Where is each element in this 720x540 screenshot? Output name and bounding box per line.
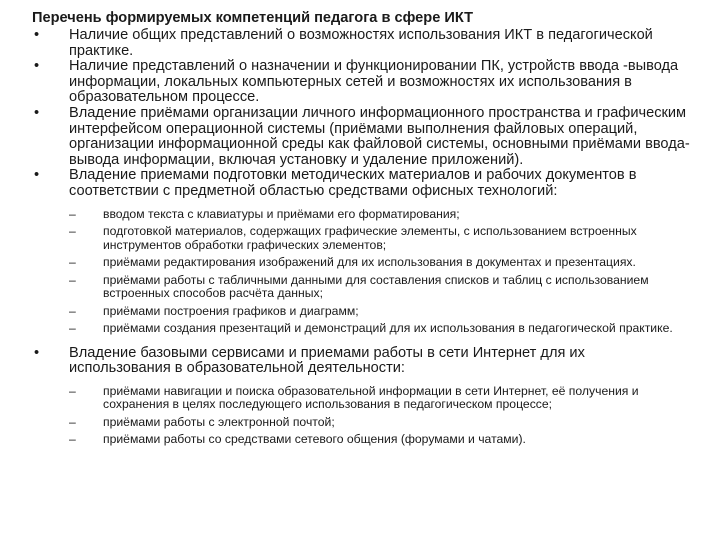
- sub-list-item: [69, 433, 690, 447]
- list-item-text: Владение приемами подготовки методических материалов и рабочих документов в соответствии с предметной областью средствами офисных технологий:: [69, 167, 637, 199]
- list-item-text: Владение приёмами организации личного информационного пространства и графическим интерфейсом операционной системы (приёмами выполнения файловых операций, организации информационной среды как файловой системы, основными приёмами ввода-вывода информации, включая установку и удаление приложений).: [69, 104, 690, 168]
- sub-list-item: [69, 208, 690, 222]
- sub-list-item-text: приёмами создания презентаций и демонстраций для их использования в педагогической практике.: [103, 321, 673, 336]
- dash-icon: –: [69, 303, 76, 318]
- sub-list-item-text: приёмами редактирования изображений для их использования в документах и презентациях.: [103, 255, 636, 270]
- bullet-icon: •: [34, 167, 40, 184]
- sub-list-item-text: приёмами работы с электронной почтой;: [103, 414, 335, 429]
- sub-list-item-text: подготовкой материалов, содержащих графические элементы, с использованием встроенных инструментов обработки графических элементов;: [103, 224, 637, 252]
- list-item: [32, 346, 690, 447]
- sub-list-item-text: приёмами работы с табличными данными для составления списков и таблиц с использованием встроенных способов расчёта данных;: [103, 272, 649, 301]
- dash-icon: –: [69, 432, 76, 447]
- list-item: [32, 28, 690, 59]
- sub-list-item: [69, 322, 690, 336]
- dash-icon: –: [69, 224, 76, 239]
- sub-list-item: [69, 416, 690, 430]
- sub-list-item: [69, 305, 690, 319]
- list-item: [32, 59, 690, 106]
- sub-list-item-text: приёмами навигации и поиска образовательной информации в сети Интернет, её получения и сохранения в целях последующего использования в педагогическом процессе;: [103, 383, 639, 412]
- list-item-text: Наличие общих представлений о возможностях использования ИКТ в педагогической практике.: [69, 27, 653, 59]
- competency-list: [32, 28, 690, 447]
- dash-icon: –: [69, 383, 76, 398]
- office-skills-sublist: [69, 208, 690, 336]
- internet-skills-sublist: [69, 385, 690, 447]
- sub-list-item-text: приёмами построения графиков и диаграмм;: [103, 303, 359, 318]
- dash-icon: –: [69, 272, 76, 287]
- sub-list-item-text: приёмами работы со средствами сетевого общения (форумами и чатами).: [103, 432, 526, 447]
- list-item: [32, 168, 690, 335]
- bullet-icon: •: [34, 344, 40, 361]
- bullet-icon: •: [34, 58, 40, 75]
- page-title: Перечень формируемых компетенций педагога в сфере ИКТ: [32, 10, 474, 26]
- list-item-text: Наличие представлений о назначении и функционировании ПК, устройств ввода -вывода информации, локальных компьютерных сетей и возможностях их использования в образовательном процессе.: [69, 58, 679, 106]
- dash-icon: –: [69, 321, 76, 336]
- bullet-icon: •: [34, 104, 40, 121]
- dash-icon: –: [69, 255, 76, 270]
- sub-list-item: [69, 225, 690, 252]
- sub-list-item-text: вводом текста с клавиатуры и приёмами его форматирования;: [103, 206, 460, 221]
- sub-list-item: [69, 385, 690, 412]
- sub-list-item: [69, 274, 690, 301]
- dash-icon: –: [69, 206, 76, 221]
- list-item-text: Владение базовыми сервисами и приемами работы в сети Интернет для их использования в образовательной деятельности:: [69, 344, 585, 377]
- list-item: [32, 106, 690, 168]
- dash-icon: –: [69, 414, 76, 429]
- sub-list-item: [69, 256, 690, 270]
- bullet-icon: •: [34, 27, 40, 43]
